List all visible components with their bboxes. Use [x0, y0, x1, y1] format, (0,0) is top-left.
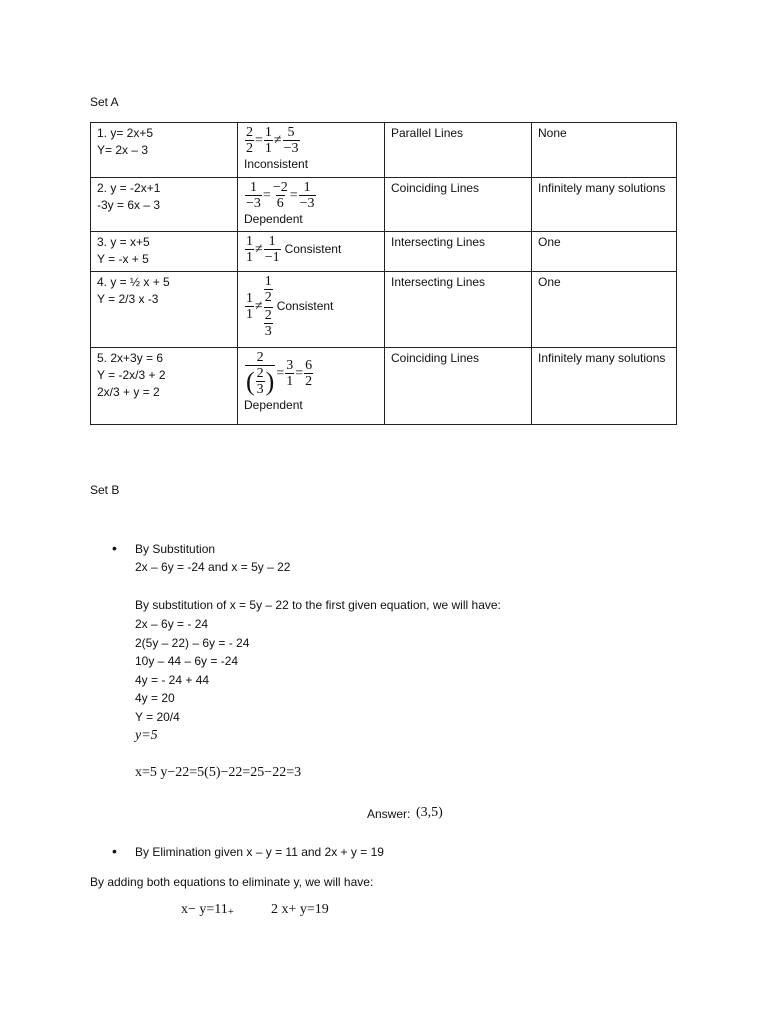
- ratio-expression: [244, 125, 378, 156]
- system-type-label: Consistent: [276, 299, 334, 313]
- equation-line: 2x/3 + y = 2: [97, 385, 160, 399]
- fraction: $\frac{6}{2}$: [305, 358, 313, 389]
- operator: ≠: [273, 133, 282, 148]
- given-equations: 2x – 6y = -24 and x = 5y – 22: [135, 560, 291, 574]
- answer-value: (3,5): [416, 805, 443, 820]
- bullet-icon: •: [112, 540, 117, 556]
- fraction: $\frac{1}{1}$: [246, 291, 253, 322]
- equations-cell: [91, 348, 238, 425]
- ratio-cell: [238, 348, 385, 425]
- lines-cell: Coinciding Lines: [385, 348, 532, 425]
- operator: =: [276, 366, 285, 381]
- lines-cell: Intersecting Lines: [385, 272, 532, 348]
- fraction: $\frac{1}{-1}$: [264, 234, 280, 265]
- equation-line: Y = -x + 5: [97, 252, 149, 266]
- system-type-label: Dependent: [244, 398, 303, 412]
- equation-two: 2 x+ y=19: [271, 902, 329, 917]
- ratio-expression: [244, 274, 378, 339]
- fraction: $\frac{2}{2}$: [246, 125, 253, 156]
- ratio-expression: [244, 180, 378, 211]
- operator: ≠: [255, 242, 263, 257]
- table-row: [91, 123, 677, 178]
- bullet-icon: •: [112, 843, 117, 859]
- equation-line: Y = 2/3 x -3: [97, 292, 159, 306]
- table-row: [91, 178, 677, 232]
- table-row: [91, 348, 677, 425]
- fraction: $\frac{-2}{6}$: [272, 180, 288, 211]
- y-result: y=5: [135, 728, 158, 743]
- solutions-cell: Infinitely many solutions: [532, 178, 677, 232]
- equation-line: -3y = 6x – 3: [97, 198, 161, 212]
- substitution-heading: By Substitution: [135, 542, 216, 556]
- set-a-title: Set A: [90, 95, 119, 109]
- fraction: $\frac{1}{-3}$: [299, 180, 315, 211]
- step-line: 4y = - 24 + 44: [135, 673, 210, 687]
- fraction: $\frac{3}{1}$: [286, 358, 294, 389]
- operator: =: [262, 188, 271, 203]
- equation-line: 5. 2x+3y = 6: [97, 351, 164, 365]
- operator: =: [295, 366, 304, 381]
- operator: =: [255, 133, 263, 148]
- equations-cell: [91, 178, 238, 232]
- x-result: x=5 y−22=5(5)−22=25−22=3: [135, 765, 302, 780]
- elimination-heading: By Elimination given x – y = 11 and 2x + y = 19: [135, 845, 384, 859]
- equations-cell: [91, 272, 238, 348]
- solutions-cell: One: [532, 232, 677, 272]
- system-type-label: Consistent: [284, 242, 342, 256]
- operator: ≠: [255, 299, 263, 314]
- step-line: 2x – 6y = - 24: [135, 617, 209, 631]
- lines-cell: Coinciding Lines: [385, 178, 532, 232]
- ratio-cell: [238, 232, 385, 272]
- set-a-table: [90, 122, 677, 425]
- complex-fraction: 1 2 2 3: [264, 274, 272, 339]
- equation-line: 3. y = x+5: [97, 235, 150, 249]
- answer-label: Answer:: [367, 807, 411, 821]
- ratio-cell: [238, 178, 385, 232]
- equation-one: x− y=11+: [181, 902, 234, 918]
- lines-cell: Parallel Lines: [385, 123, 532, 178]
- fraction: $\frac{5}{-3}$: [283, 125, 299, 156]
- substitution-intro: By substitution of x = 5y – 22 to the first given equation, we will have:: [135, 598, 501, 612]
- equation-line: Y= 2x – 3: [97, 143, 149, 157]
- solutions-cell: Infinitely many solutions: [532, 348, 677, 425]
- complex-fraction: 2 ( $\frac{2}{3}$ ): [246, 350, 275, 397]
- ratio-expression: [244, 234, 378, 265]
- system-type-label: Inconsistent: [244, 157, 309, 171]
- elimination-intro: By adding both equations to eliminate y, we will have:: [90, 875, 374, 889]
- ratio-cell: [238, 272, 385, 348]
- equation-line: 2. y = -2x+1: [97, 181, 161, 195]
- solutions-cell: One: [532, 272, 677, 348]
- step-line: 10y – 44 – 6y = -24: [135, 654, 239, 668]
- fraction: $\frac{1}{1}$: [246, 234, 253, 265]
- equation-line: 4. y = ½ x + 5: [97, 275, 170, 289]
- system-type-label: Dependent: [244, 212, 303, 226]
- step-line: 2(5y – 22) – 6y = - 24: [135, 636, 250, 650]
- equations-cell: [91, 123, 238, 178]
- operator: =: [289, 188, 298, 203]
- set-b-title: Set B: [90, 483, 120, 497]
- step-line: 4y = 20: [135, 691, 175, 705]
- ratio-expression: [244, 350, 378, 397]
- ratio-cell: [238, 123, 385, 178]
- fraction: $\frac{1}{1}$: [264, 125, 272, 156]
- equation-line: 1. y= 2x+5: [97, 126, 154, 140]
- table-row: [91, 232, 677, 272]
- lines-cell: Intersecting Lines: [385, 232, 532, 272]
- table-row: [91, 272, 677, 348]
- fraction: $\frac{1}{-3}$: [246, 180, 261, 211]
- equations-cell: [91, 232, 238, 272]
- step-line: Y = 20/4: [135, 710, 180, 724]
- solutions-cell: None: [532, 123, 677, 178]
- equation-line: Y = -2x/3 + 2: [97, 368, 166, 382]
